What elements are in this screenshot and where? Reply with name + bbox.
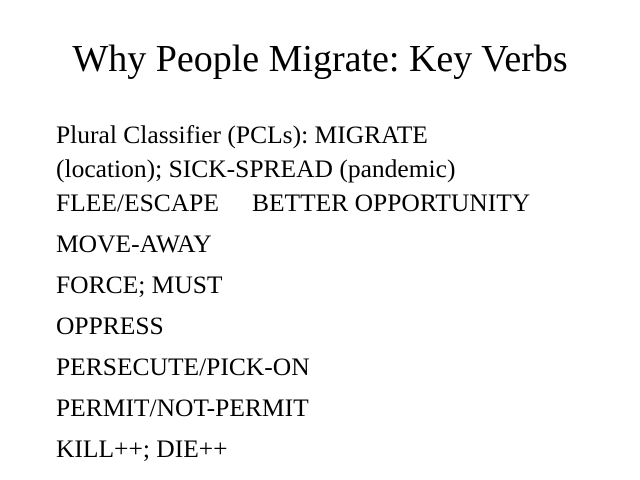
verb-oppress: OPPRESS [56,311,164,340]
slide-body [56,118,626,473]
slide-title: Why People Migrate: Key Verbs [72,38,568,80]
verb-persecute: PERSECUTE/PICK-ON [56,352,310,381]
verb-permit: PERMIT/NOT-PERMIT [56,393,309,422]
verb-kill-die: KILL++; DIE++ [56,434,228,463]
verb-row-flee [56,186,626,227]
verb-force-must: FORCE; MUST [56,270,223,299]
verb-move-away: MOVE-AWAY [56,229,212,258]
verb-flee-escape: FLEE/ESCAPE [56,188,219,217]
pcl-line-2: (location); SICK-SPREAD (pandemic) [56,154,456,183]
verb-better-opportunity: BETTER OPPORTUNITY [251,188,531,217]
pcl-line-1: Plural Classifier (PCLs): MIGRATE [56,120,428,149]
